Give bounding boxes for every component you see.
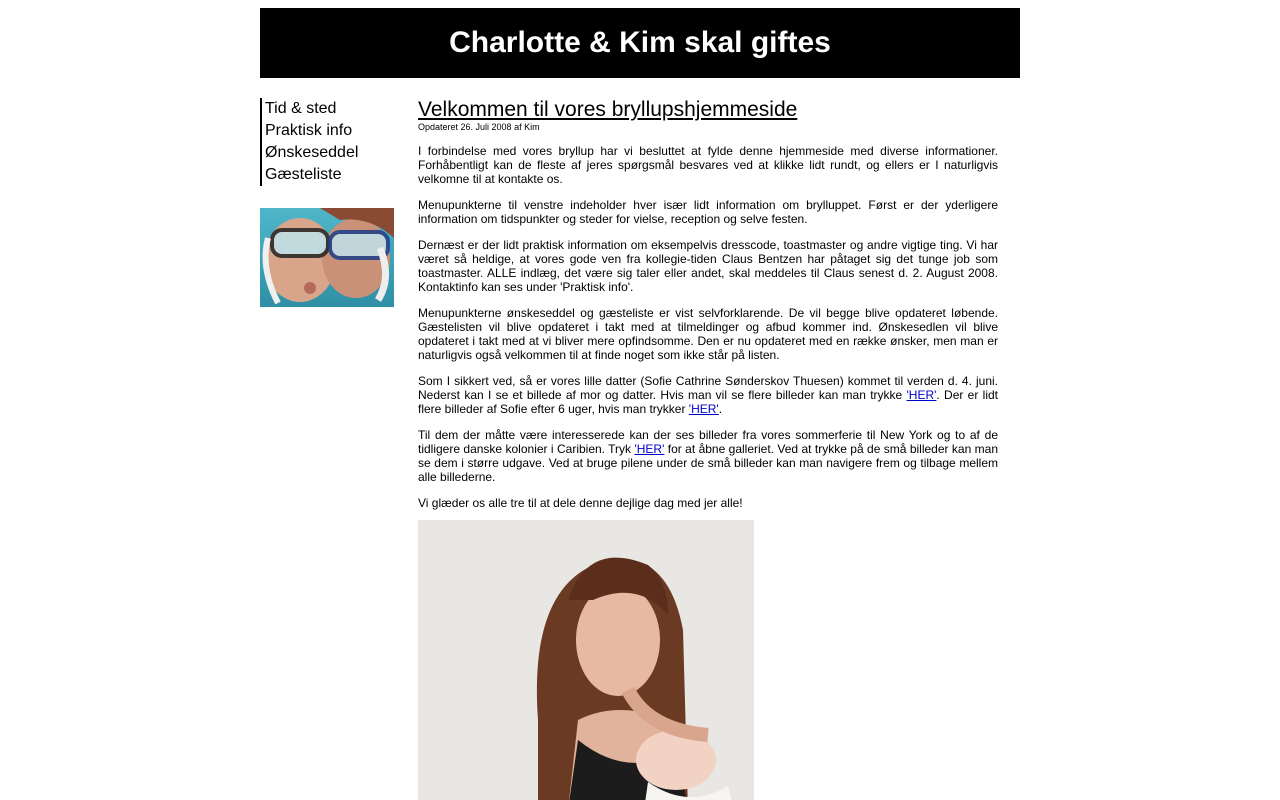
snorkel-photo (260, 208, 394, 307)
link-vacation-gallery[interactable]: 'HER' (634, 442, 665, 456)
link-more-photos[interactable]: 'HER' (906, 388, 937, 402)
nav-item-onskeseddel[interactable]: Ønskeseddel (265, 144, 359, 161)
paragraph-intro: I forbindelse med vores bryllup har vi besluttet at fylde denne hjemmeside med diverse informationer. Forhåbentligt kan de fleste af jeres spørgsmål besvares ved at klikke lidt rundt, og ellers er I naturligvis velkomne til at kontakte os. (418, 144, 998, 186)
paragraph-menu: Menupunkterne til venstre indeholder hver især lidt information om brylluppet. Først er der yderligere information om tidspunkter og steder for vielse, reception og selve festen. (418, 198, 998, 226)
link-sofie-6-weeks[interactable]: 'HER' (688, 402, 719, 416)
nav-item-tid-og-sted[interactable]: Tid & sted (265, 100, 337, 117)
main-content (418, 98, 998, 800)
paragraph-practical: Dernæst er der lidt praktisk information om eksempelvis dresscode, toastmaster og andre vigtige ting. Vi har været så heldige, at vores gode ven fra kollegie-tiden Claus Bentzen har påtaget sig det tunge job som toastmaster. ALLE indlæg, det være sig taler eller andet, skal meddeles til Claus senest d. 2. August 2008. Kontaktinfo kan ses under 'Praktisk info'. (418, 238, 998, 294)
page-heading: Velkommen til vores bryllupshjemmeside (418, 98, 798, 121)
paragraph-closing: Vi glæder os alle tre til at dele denne dejlige dag med jer alle! (418, 496, 743, 510)
nav-item-praktisk-info[interactable]: Praktisk info (265, 122, 353, 139)
paragraph-vacation: Til dem der måtte være interesserede kan der ses billeder fra vores sommerferie til New York og to af de tidligere danske kolonier i Caribien. Tryk 'HER' for at åbne galleriet. Ved at trykke på de små billeder kan man se dem i større udgave. Ved at bruge pilene under de små billeder kan man navigere frem og tilbage mellem alle billederne. (418, 428, 998, 484)
paragraph-daughter: Som I sikkert ved, så er vores lille datter (Sofie Cathrine Sønderskov Thuesen) kommet til verden d. 4. juni. Nederst kan I se et billede af mor og datter. Hvis man vil se flere billeder kan man trykke 'HER'. Der er lidt flere billeder af Sofie efter 6 uger, hvis man trykker 'HER'. (418, 374, 998, 416)
site-header (260, 8, 1020, 78)
nav-item-gaesteliste[interactable]: Gæsteliste (265, 166, 342, 183)
updated-info: Opdateret 26. Juli 2008 af Kim (418, 122, 540, 132)
sidebar-nav (260, 98, 394, 186)
site-title: Charlotte & Kim skal giftes (449, 26, 831, 59)
mother-daughter-photo (418, 520, 754, 800)
paragraph-lists: Menupunkterne ønskeseddel og gæsteliste er vist selvforklarende. De vil begge blive opdateret løbende. Gæstelisten vil blive opdateret i takt med at tilmeldinger og afbud kommer ind. Ønskesedlen vil blive opdateret i takt med at vi bliver mere opfindsomme. Den er nu opdateret med en række ønsker, men man er naturligvis også velkommen til at finde noget som ikke står på listen. (418, 306, 998, 362)
